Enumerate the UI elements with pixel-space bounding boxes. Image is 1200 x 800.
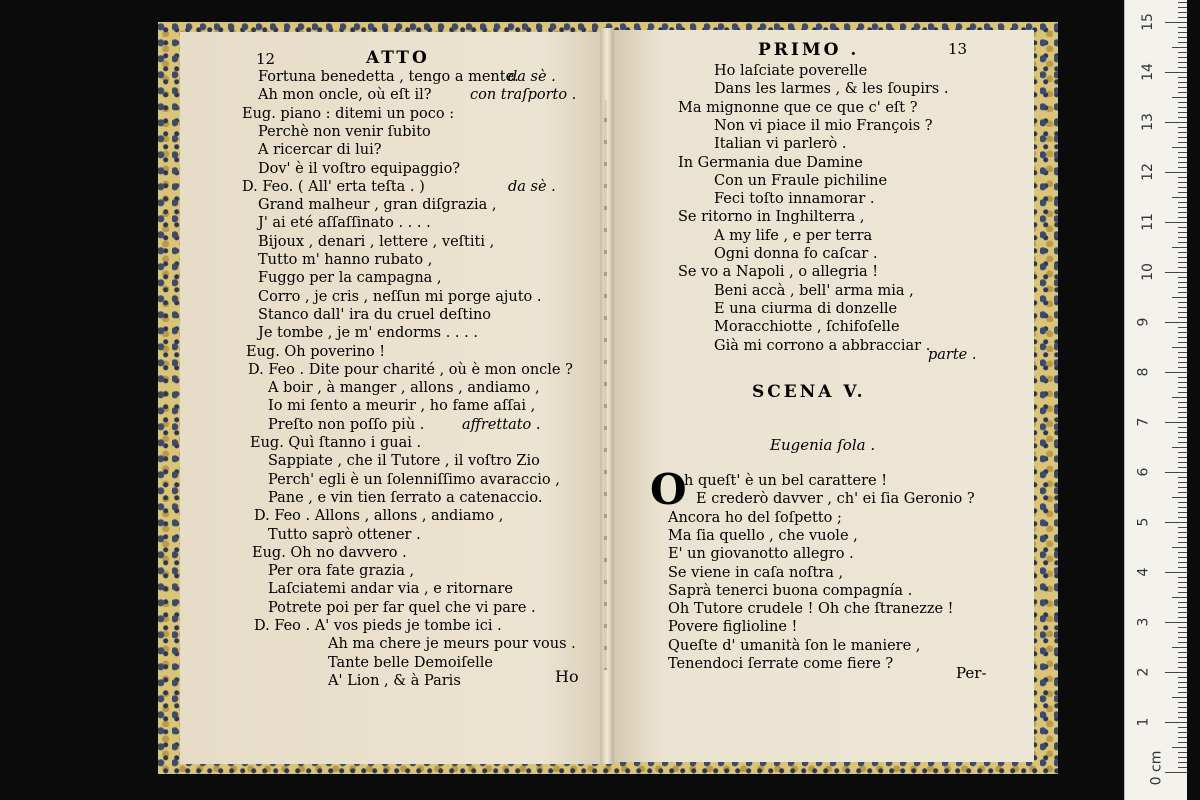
ruler-tick <box>1172 547 1187 548</box>
ruler-tick <box>1178 467 1187 468</box>
ruler-tick <box>1178 167 1187 168</box>
ruler-number: 13 <box>1139 113 1156 131</box>
ruler-tick <box>1178 217 1187 218</box>
ruler-number: 14 <box>1139 63 1156 81</box>
ruler-tick <box>1178 707 1187 708</box>
ruler-tick <box>1178 527 1187 528</box>
ruler-tick <box>1172 347 1187 348</box>
right-text-line: A my life , e per terra <box>714 227 873 244</box>
ruler-tick <box>1178 232 1187 233</box>
right-text-line: Beni accà , bell' arma mia , <box>714 282 914 299</box>
ruler-tick <box>1178 687 1187 688</box>
ruler-tick <box>1165 372 1187 373</box>
ruler-tick <box>1172 497 1187 498</box>
right-text-line: Se ritorno in Inghilterra , <box>678 209 865 226</box>
ruler-tick <box>1178 387 1187 388</box>
left-text-line: Eug. Quì ſtanno i guai . <box>250 435 422 451</box>
right-text-line: Già mi corrono a abbracciar . <box>714 337 931 354</box>
ruler-tick <box>1178 192 1187 193</box>
ruler-tick <box>1178 477 1187 478</box>
ruler-tick <box>1178 112 1187 113</box>
ruler-tick <box>1178 82 1187 83</box>
ruler-number: 2 <box>1135 667 1152 677</box>
ruler-tick <box>1172 247 1187 248</box>
scene-subtitle: Eugenia ſola . <box>770 436 876 454</box>
ruler-tick <box>1178 512 1187 513</box>
ruler-number: 5 <box>1135 517 1152 527</box>
left-text-line: Tutto saprò ottener . <box>268 526 421 543</box>
ruler-tick <box>1178 327 1187 328</box>
left-text-line: Eug. piano : ditemi un poco : <box>242 105 455 122</box>
ruler-tick <box>1178 562 1187 563</box>
left-text-line: Grand malheur , gran diſgrazia , <box>258 197 497 214</box>
left-text-line: Pane , e vin tien ſerrato a catenaccio. <box>268 489 543 506</box>
ruler-tick <box>1178 352 1187 353</box>
ruler-tick <box>1178 632 1187 633</box>
right-catchword: Per- <box>956 664 987 682</box>
ruler-tick <box>1178 357 1187 358</box>
ruler-tick <box>1178 52 1187 53</box>
ruler-tick <box>1178 317 1187 318</box>
ruler-tick <box>1178 157 1187 158</box>
ruler-tick <box>1178 592 1187 593</box>
ruler-tick <box>1178 32 1187 33</box>
left-text-line: Bijoux , denari , lettere , veſtiti , <box>258 233 495 250</box>
right-text-line: Saprà tenerci buona compagnía . <box>668 582 913 599</box>
right-text-line: h queſt' è un bel carattere ! <box>684 473 888 489</box>
ruler-tick <box>1178 17 1187 18</box>
right-text-line: E' un giovanotto allegro . <box>668 546 854 563</box>
ruler-tick <box>1178 612 1187 613</box>
ruler-tick <box>1178 337 1187 338</box>
ruler-tick <box>1165 772 1187 773</box>
ruler-tick <box>1178 682 1187 683</box>
ruler-tick <box>1178 162 1187 163</box>
ruler-tick <box>1178 677 1187 678</box>
ruler-tick <box>1165 522 1187 523</box>
ruler-tick <box>1178 92 1187 93</box>
stage-direction: da sè . <box>508 69 556 85</box>
ruler-number: 12 <box>1139 163 1156 181</box>
left-text-line: Io mi ſento a meurir , ho fame aſſai , <box>268 398 536 415</box>
left-text-line: J' ai eté aſſaſſinato . . . . <box>258 215 431 232</box>
ruler-tick <box>1178 762 1187 763</box>
ruler-tick <box>1178 332 1187 333</box>
ruler-tick <box>1178 657 1187 658</box>
scene-title: SCENA V. <box>752 382 866 402</box>
left-text-line: Per ora fate grazia , <box>268 563 415 580</box>
right-page-number: 13 <box>948 40 968 58</box>
ruler-tick <box>1178 187 1187 188</box>
ruler-tick <box>1178 552 1187 553</box>
ruler-tick <box>1178 442 1187 443</box>
ruler-tick <box>1178 177 1187 178</box>
ruler-tick <box>1165 222 1187 223</box>
ruler-number: 10 <box>1139 263 1156 281</box>
ruler-tick <box>1165 122 1187 123</box>
ruler-tick <box>1178 402 1187 403</box>
ruler-tick <box>1178 377 1187 378</box>
ruler-tick <box>1178 137 1187 138</box>
stage-direction: da sè . <box>508 178 556 195</box>
right-text-line: Ho laſciate poverelle <box>714 63 868 79</box>
ruler-tick <box>1178 132 1187 133</box>
left-text-line: A ricercar di lui? <box>258 142 382 159</box>
ruler-tick <box>1178 702 1187 703</box>
ruler-tick <box>1178 77 1187 78</box>
ruler-tick <box>1178 662 1187 663</box>
right-text-line: E una ciurma di donzelle <box>714 300 898 317</box>
ruler-tick <box>1178 252 1187 253</box>
right-text-line: E crederò davver , ch' ei ſia Geronio ? <box>696 491 975 508</box>
right-page-heading: PRIMO . <box>758 40 860 60</box>
right-text-line: Non vi piace il mio François ? <box>714 117 933 134</box>
ruler-tick <box>1178 742 1187 743</box>
ruler-tick <box>1178 732 1187 733</box>
book-gutter <box>600 28 614 764</box>
right-text-line: Ma mignonne que ce que c' eſt ? <box>678 99 918 116</box>
left-text-line: Sappiate , che il Tutore , il voſtro Zio <box>268 453 540 470</box>
ruler-tick <box>1172 597 1187 598</box>
ruler-tick <box>1178 667 1187 668</box>
ruler-tick <box>1165 22 1187 23</box>
ruler-tick <box>1178 767 1187 768</box>
ruler-tick <box>1178 257 1187 258</box>
ruler-tick <box>1178 267 1187 268</box>
ruler-tick <box>1178 287 1187 288</box>
left-text-line: Fuggo per la campagna , <box>258 270 442 287</box>
right-text-line: Italian vi parlerò . <box>714 136 847 153</box>
ruler-tick <box>1178 432 1187 433</box>
ruler-tick <box>1178 407 1187 408</box>
left-text-line: A' Lion , & à Paris <box>328 672 461 689</box>
ruler-tick <box>1165 272 1187 273</box>
right-text-line: Se viene in caſa noſtra , <box>668 564 844 581</box>
left-text-line: D. Feo. ( All' erta teſta . ) <box>242 178 425 195</box>
ruler-tick <box>1178 427 1187 428</box>
ruler-tick <box>1178 567 1187 568</box>
left-text-line: Tutto m' hanno rubato , <box>258 252 433 268</box>
ruler-tick <box>1165 472 1187 473</box>
ruler-tick <box>1178 262 1187 263</box>
ruler-tick <box>1165 72 1187 73</box>
ruler-number: 11 <box>1139 213 1156 231</box>
left-text-line: D. Feo . Dite pour charité , où è mon oncle ? <box>248 361 573 378</box>
ruler-tick <box>1178 482 1187 483</box>
stage-direction: con traſporto . <box>470 87 577 104</box>
left-text-line: Stanco dall' ira du cruel deſtino <box>258 306 492 323</box>
ruler-tick <box>1172 447 1187 448</box>
ruler-tick <box>1178 607 1187 608</box>
ruler-number: 4 <box>1135 567 1152 577</box>
ruler-tick <box>1172 647 1187 648</box>
ruler-number: 15 <box>1139 13 1156 31</box>
right-text-line: Ogni donna fo caſcar . <box>714 246 878 262</box>
ruler-tick <box>1178 342 1187 343</box>
left-page-heading: ATTO <box>366 48 430 68</box>
ruler-tick <box>1178 302 1187 303</box>
ruler-tick <box>1178 107 1187 108</box>
ruler-tick <box>1178 517 1187 518</box>
ruler-tick <box>1178 102 1187 103</box>
ruler-tick <box>1178 577 1187 578</box>
ruler-tick <box>1178 712 1187 713</box>
ruler-tick <box>1165 172 1187 173</box>
ruler-tick <box>1165 722 1187 723</box>
ruler-tick <box>1172 297 1187 298</box>
ruler-tick <box>1178 67 1187 68</box>
ruler-tick <box>1178 617 1187 618</box>
measuring-ruler <box>1124 0 1187 800</box>
ruler-tick <box>1178 602 1187 603</box>
ruler-tick <box>1172 397 1187 398</box>
ruler-tick <box>1178 492 1187 493</box>
ruler-tick <box>1178 717 1187 718</box>
ruler-tick <box>1178 212 1187 213</box>
left-text-line: Je tombe , je m' endorms . . . . <box>258 325 478 342</box>
ruler-tick <box>1172 147 1187 148</box>
left-text-line: Fortuna benedetta , tengo a mente. <box>258 69 519 85</box>
ruler-tick <box>1178 417 1187 418</box>
ruler-tick <box>1178 542 1187 543</box>
right-text-line: Povere figlioline ! <box>668 619 798 636</box>
left-text-line: Laſciatemi andar via , e ritornare <box>268 581 513 598</box>
ruler-tick <box>1178 282 1187 283</box>
ruler-tick <box>1178 727 1187 728</box>
ruler-tick <box>1178 507 1187 508</box>
ruler-tick <box>1178 502 1187 503</box>
right-text-line: Tenendoci ſerrate come fiere ? <box>668 656 894 672</box>
ruler-tick <box>1172 747 1187 748</box>
ruler-tick <box>1178 532 1187 533</box>
left-text-line: Perch' egli è un ſolenniſſimo avaraccio , <box>268 471 560 488</box>
ruler-tick <box>1178 587 1187 588</box>
ruler-tick <box>1178 57 1187 58</box>
ruler-tick <box>1178 152 1187 153</box>
ruler-tick <box>1178 457 1187 458</box>
ruler-tick <box>1178 362 1187 363</box>
ruler-tick <box>1178 62 1187 63</box>
left-text-line: Tante belle Demoiſelle <box>328 654 494 671</box>
left-text-line: Corro , je cris , neſſun mi porge ajuto . <box>258 288 542 305</box>
ruler-tick <box>1165 572 1187 573</box>
ruler-tick <box>1178 87 1187 88</box>
exit-direction: parte . <box>928 347 977 363</box>
binding-thread <box>604 100 607 670</box>
ruler-tick <box>1178 412 1187 413</box>
ruler-tick <box>1178 292 1187 293</box>
ruler-tick <box>1178 627 1187 628</box>
ruler-tick <box>1178 307 1187 308</box>
ruler-tick <box>1178 202 1187 203</box>
ruler-tick <box>1172 97 1187 98</box>
ruler-tick <box>1178 392 1187 393</box>
ruler-tick <box>1178 462 1187 463</box>
ruler-tick <box>1178 117 1187 118</box>
ruler-tick <box>1178 642 1187 643</box>
right-text-line: Se vo a Napoli , o allegria ! <box>678 264 879 281</box>
ruler-number: 6 <box>1135 467 1152 477</box>
ruler-tick <box>1178 557 1187 558</box>
ruler-tick <box>1178 242 1187 243</box>
ruler-tick <box>1178 42 1187 43</box>
ruler-tick <box>1178 207 1187 208</box>
left-text-line: Potrete poi per far quel che vi pare . <box>268 599 536 616</box>
ruler-tick <box>1178 487 1187 488</box>
ruler-tick <box>1178 142 1187 143</box>
ruler-number: 9 <box>1135 317 1152 327</box>
right-text-line: Con un Fraule pichiline <box>714 172 888 189</box>
right-text-line: Ancora ho del ſoſpetto ; <box>668 509 842 526</box>
left-page-number: 12 <box>256 50 276 68</box>
drop-capital: O <box>650 465 687 514</box>
ruler-tick <box>1178 367 1187 368</box>
ruler-tick <box>1178 737 1187 738</box>
ruler-tick <box>1178 437 1187 438</box>
ruler-tick <box>1178 12 1187 13</box>
ruler-tick <box>1165 322 1187 323</box>
ruler-tick <box>1178 237 1187 238</box>
right-text-line: Feci toſto innamorar . <box>714 191 875 208</box>
left-text-line: Eug. Oh poverino ! <box>246 343 386 360</box>
ruler-tick <box>1178 452 1187 453</box>
left-text-line: D. Feo . A' vos pieds je tombe ici . <box>254 618 502 634</box>
ruler-tick <box>1178 752 1187 753</box>
right-text-line: Queſte d' umanità ſon le maniere , <box>668 637 921 654</box>
ruler-tick <box>1178 692 1187 693</box>
left-text-line: D. Feo . Allons , allons , andiamo , <box>254 508 504 525</box>
ruler-tick <box>1178 227 1187 228</box>
ruler-tick <box>1165 672 1187 673</box>
ruler-tick <box>1178 7 1187 8</box>
left-text-line: Ah mon oncle, où eſt il? <box>258 87 432 104</box>
right-text-line: In Germania due Damine <box>678 154 863 171</box>
ruler-tick <box>1178 582 1187 583</box>
ruler-tick <box>1178 127 1187 128</box>
ruler-tick <box>1172 697 1187 698</box>
ruler-tick <box>1178 27 1187 28</box>
ruler-tick <box>1178 537 1187 538</box>
left-text-line: Eug. Oh no davvero . <box>252 544 407 561</box>
ruler-number: 7 <box>1135 417 1152 427</box>
ruler-number: 1 <box>1135 717 1152 727</box>
ruler-number: 8 <box>1135 367 1152 377</box>
ruler-tick <box>1178 2 1187 3</box>
right-text-line: Oh Tutore crudele ! Oh che ſtranezze ! <box>668 601 954 618</box>
ruler-unit-label: 0 cm <box>1148 750 1165 786</box>
ruler-tick <box>1178 182 1187 183</box>
ruler-tick <box>1178 277 1187 278</box>
ruler-tick <box>1178 652 1187 653</box>
right-text-line: Moracchiotte , ſchifoſelle <box>714 319 900 336</box>
ruler-tick <box>1165 622 1187 623</box>
ruler-number: 3 <box>1135 617 1152 627</box>
ruler-tick <box>1178 382 1187 383</box>
ruler-tick <box>1172 197 1187 198</box>
stage-direction: affrettato . <box>462 416 541 433</box>
ruler-tick <box>1165 422 1187 423</box>
left-text-line: Preſto non poſſo più . <box>268 416 425 433</box>
left-text-line: Dov' è il voſtro equipaggio? <box>258 160 461 177</box>
left-text-line: Perchè non venir ſubito <box>258 123 431 140</box>
right-text-line: Ma ſia quello , che vuole , <box>668 527 858 544</box>
left-text-line: Ah ma chere je meurs pour vous . <box>328 636 576 653</box>
ruler-tick <box>1172 47 1187 48</box>
ruler-tick <box>1178 312 1187 313</box>
ruler-tick <box>1178 757 1187 758</box>
ruler-tick <box>1178 637 1187 638</box>
left-text-line: A boir , à manger , allons , andiamo , <box>268 380 540 397</box>
left-catchword: Ho <box>555 667 579 686</box>
ruler-tick <box>1178 37 1187 38</box>
right-text-line: Dans les larmes , & les ſoupirs . <box>714 81 949 98</box>
